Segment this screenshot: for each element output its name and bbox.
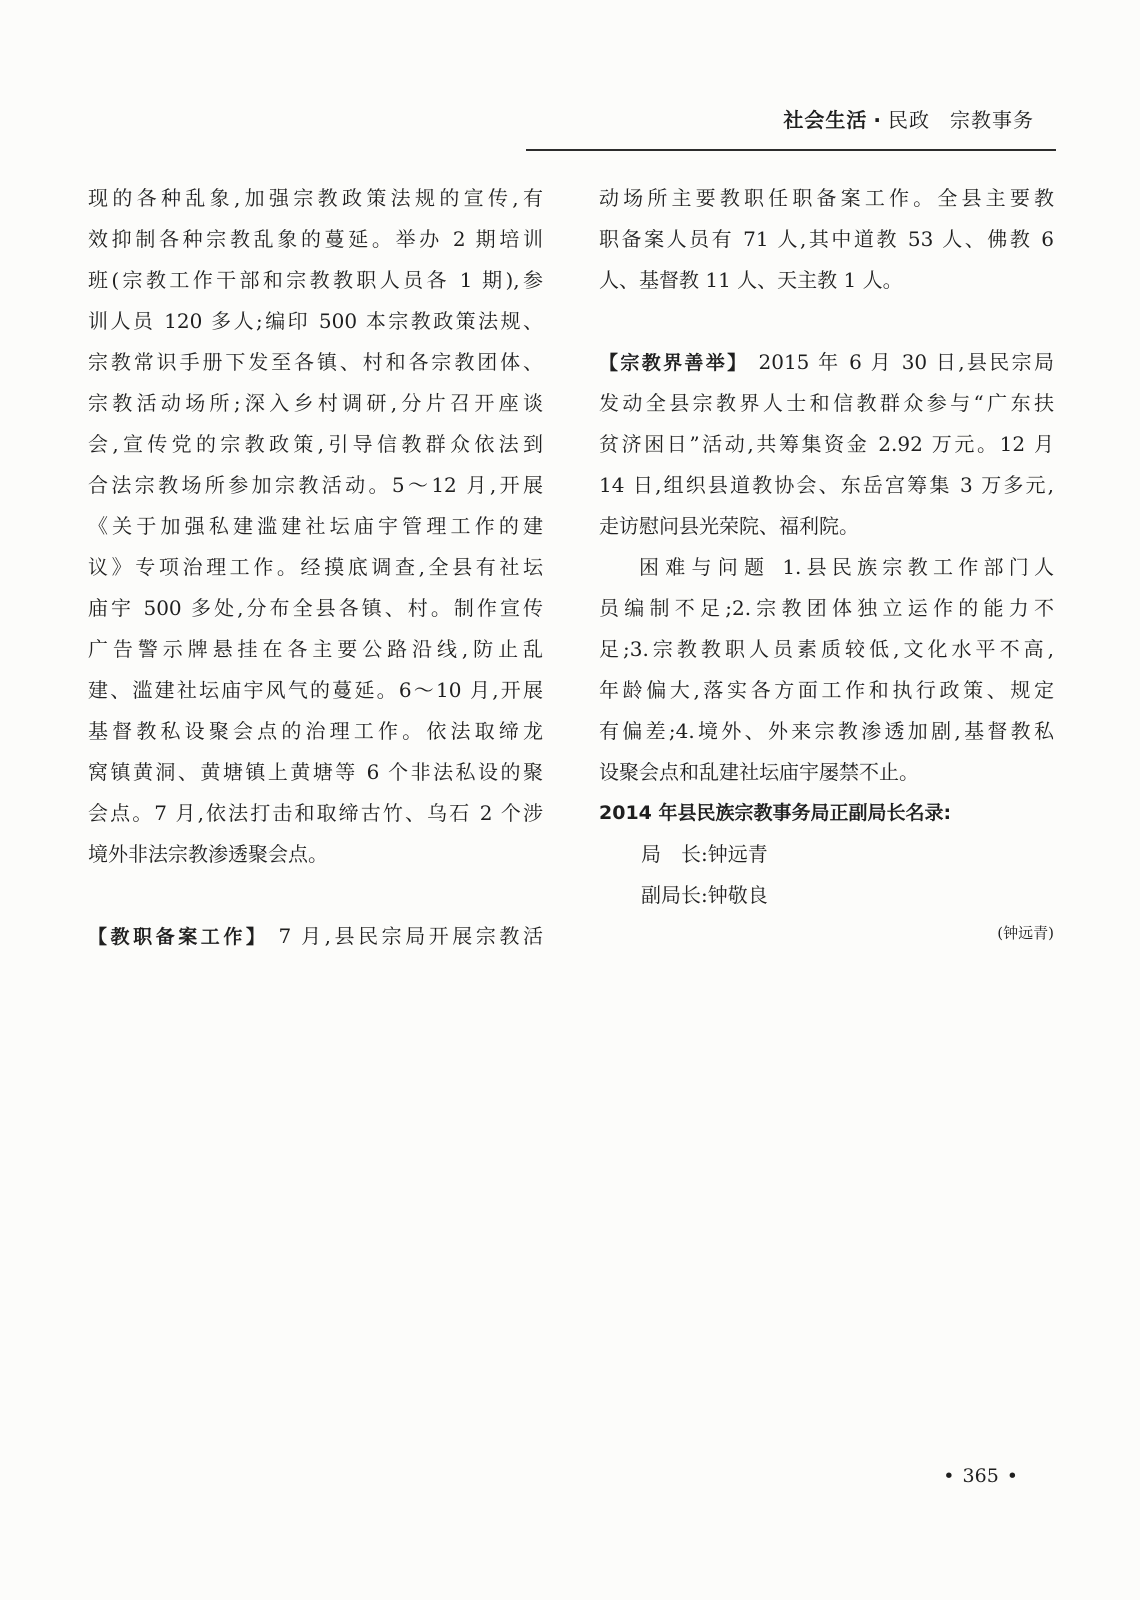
header-rule [526, 149, 1056, 151]
roster-title: 2014 年县民族宗教事务局正副局长名录: [599, 802, 952, 824]
text-line: 走访慰问县光荣院、福利院。 [599, 514, 859, 538]
header-subsection-1: 民政 [888, 108, 930, 132]
roster-entry-director: 局 长:钟远青 [641, 842, 768, 866]
page-bullet-left: • [943, 1465, 955, 1487]
text-line: 基督教私设聚会点的治理工作。依法取缔龙 [88, 719, 543, 743]
text-line: 年龄偏大,落实各方面工作和执行政策、规定 [599, 678, 1054, 702]
author-credit: (钟远青) [997, 924, 1054, 942]
text-line: 设聚会点和乱建社坛庙宇屡禁不止。 [599, 760, 919, 784]
text-line: 班(宗教工作干部和宗教教职人员各 1 期),参 [88, 268, 543, 292]
text-line: 动场所主要教职任职备案工作。全县主要教 [599, 186, 1054, 210]
filing-heading: 【教职备案工作】 [88, 926, 269, 948]
problems-paragraph-start [599, 547, 1054, 588]
text-line: 广告警示牌悬挂在各主要公路沿线,防止乱 [88, 637, 543, 661]
text-line: 贫济困日”活动,共筹集资金 2.92 万元。12 月 [599, 432, 1054, 456]
text-line: 会,宣传党的宗教政策,引导信教群众依法到 [88, 432, 543, 456]
text-line: 议》专项治理工作。经摸底调查,全县有社坛 [88, 555, 543, 579]
right-column [599, 178, 1054, 948]
text-line: 建、滥建社坛庙宇风气的蔓延。6～10 月,开展 [88, 678, 543, 702]
text-line: 合法宗教场所参加宗教活动。5～12 月,开展 [88, 473, 543, 497]
text-line: 效抑制各种宗教乱象的蔓延。举办 2 期培训 [88, 227, 543, 251]
charity-paragraph-start [599, 342, 1054, 383]
text-line: 14 日,组织县道教协会、东岳宫筹集 3 万多元, [599, 473, 1054, 497]
text-line: 足;3.宗教教职人员素质较低,文化水平不高, [599, 637, 1054, 661]
text-line: 宗教常识手册下发至各镇、村和各宗教团体、 [88, 350, 543, 374]
text-line: 窝镇黄洞、黄塘镇上黄塘等 6 个非法私设的聚 [88, 760, 543, 784]
header-separator: · [873, 108, 882, 132]
text-line: 境外非法宗教渗透聚会点。 [88, 842, 328, 866]
filing-paragraph-start [88, 916, 543, 957]
page-number-value: 365 [962, 1465, 999, 1487]
running-header [783, 104, 1034, 133]
text-line: 会点。7 月,依法打击和取缔古竹、乌石 2 个涉 [88, 801, 543, 825]
text-line: 人、基督教 11 人、天主教 1 人。 [599, 268, 903, 292]
charity-text: 2015 年 6 月 30 日,县民宗局 [758, 350, 1054, 374]
page-bullet-right: • [1006, 1465, 1018, 1487]
problems-label: 困难与问题 [639, 555, 771, 579]
text-line: 庙宇 500 多处,分布全县各镇、村。制作宣传 [88, 596, 543, 620]
roster-entry-deputy: 副局长:钟敬良 [641, 883, 768, 907]
text-line: 《关于加强私建滥建社坛庙宇管理工作的建 [88, 514, 543, 538]
header-subsection-2: 宗教事务 [950, 108, 1034, 132]
charity-heading: 【宗教界善举】 [599, 352, 749, 374]
filing-text: 7 月,县民宗局开展宗教活 [278, 924, 543, 948]
left-column [88, 178, 543, 957]
text-line: 职备案人员有 71 人,其中道教 53 人、佛教 6 [599, 227, 1054, 251]
text-line: 员编制不足;2.宗教团体独立运作的能力不 [599, 596, 1054, 620]
text-line: 发动全县宗教界人士和信教群众参与“广东扶 [599, 391, 1054, 415]
header-section: 社会生活 [783, 108, 868, 132]
text-line: 现的各种乱象,加强宗教政策法规的宣传,有 [88, 186, 543, 210]
text-line: 训人员 120 多人;编印 500 本宗教政策法规、 [88, 309, 543, 333]
text-line: 有偏差;4.境外、外来宗教渗透加剧,基督教私 [599, 719, 1054, 743]
problems-text: 1.县民族宗教工作部门人 [782, 555, 1054, 579]
text-line: 宗教活动场所;深入乡村调研,分片召开座谈 [88, 391, 543, 415]
page-number [935, 1465, 1026, 1487]
